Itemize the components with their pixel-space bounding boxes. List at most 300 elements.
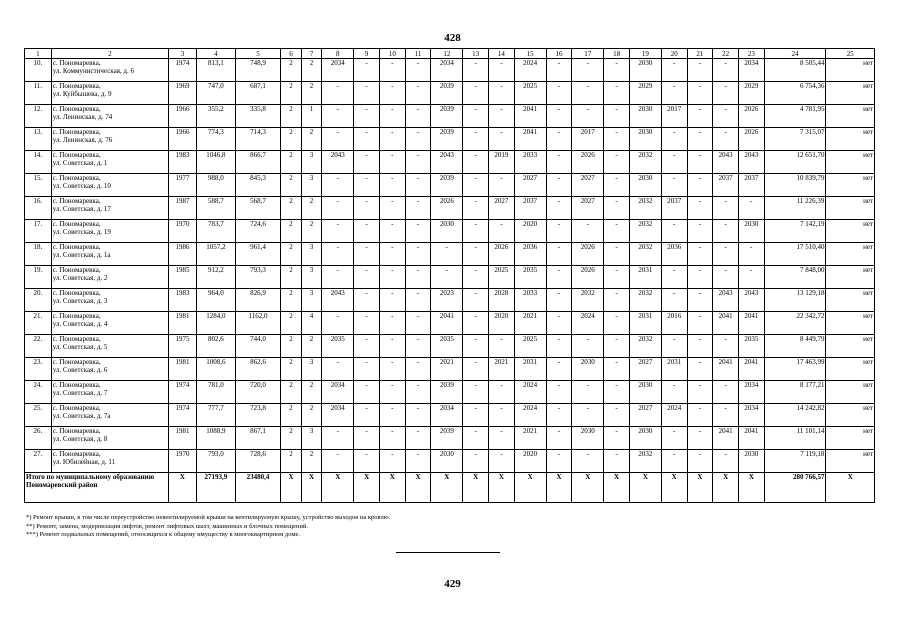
address-cell: с. Пономаревка, ул. Юбилейная, д. 11 [51,450,168,473]
table-cell: 2 [281,289,302,312]
table-cell: 25. [25,404,52,427]
table-cell: 22. [25,335,52,358]
table-cell: - [604,105,630,128]
table-cell: 2029 [738,82,764,105]
table-cell: - [687,105,713,128]
table-cell: 1983 [169,289,197,312]
table-cell: 2043 [431,151,463,174]
table-cell: 2036 [514,243,546,266]
column-number: 18 [604,49,630,59]
table-cell: 2 [301,128,322,151]
table-cell: - [661,59,687,82]
table-cell: 1987 [169,197,197,220]
total-cell: X [713,473,739,503]
table-cell: нет [826,243,875,266]
table-cell: - [546,381,572,404]
table-cell: - [572,450,604,473]
table-cell: - [604,59,630,82]
table-cell: - [405,151,431,174]
column-number: 4 [196,49,235,59]
table-cell: - [463,243,489,266]
address-cell: с. Пономаревка, ул. Советская, д. 2 [51,266,168,289]
table-cell: 2027 [572,174,604,197]
table-cell: - [713,59,739,82]
table-cell: 17 463,99 [764,358,826,381]
table-cell: 2 [301,404,322,427]
table-cell: - [546,404,572,427]
table-cell: - [463,289,489,312]
table-cell: 1 [301,105,322,128]
table-cell: 13. [25,128,52,151]
table-cell: 2030 [738,220,764,243]
table-cell: - [405,404,431,427]
table-cell: 10 839,79 [764,174,826,197]
table-cell: 2026 [489,243,515,266]
table-cell: 2032 [629,450,661,473]
table-cell: - [687,335,713,358]
table-cell: - [405,289,431,312]
table-cell: - [604,151,630,174]
table-cell: - [604,266,630,289]
column-number: 1 [25,49,52,59]
table-cell: - [379,312,405,335]
table-cell: 2037 [514,197,546,220]
table-cell: - [379,105,405,128]
table-cell: - [463,450,489,473]
table-cell: - [713,335,739,358]
table-cell: 2024 [572,312,604,335]
table-cell: нет [826,427,875,450]
table-cell: 2024 [514,381,546,404]
table-cell: 3 [301,266,322,289]
table-cell: 7 315,07 [764,128,826,151]
table-cell: 2029 [629,82,661,105]
table-cell: - [604,128,630,151]
table-cell: - [713,381,739,404]
table-cell: 7 119,18 [764,450,826,473]
table-cell: 3 [301,174,322,197]
table-cell: - [713,82,739,105]
table-cell: - [322,174,354,197]
address-cell: с. Пономаревка, ул. Советская, д. 10 [51,174,168,197]
table-cell: - [489,174,515,197]
table-cell: 781,0 [196,381,235,404]
table-cell: 2017 [661,105,687,128]
table-cell: - [489,335,515,358]
table-cell: 720,0 [235,381,280,404]
table-cell: 2043 [713,151,739,174]
table-cell: - [354,335,380,358]
table-cell: 355,2 [196,105,235,128]
table-cell: 2037 [738,174,764,197]
table-cell: 18. [25,243,52,266]
table-cell: нет [826,404,875,427]
table-cell: - [546,82,572,105]
table-cell: 2 [301,197,322,220]
table-cell: 912,2 [196,266,235,289]
address-cell: с. Пономаревка, ул. Советская, д. 4 [51,312,168,335]
table-cell: 845,3 [235,174,280,197]
column-number: 13 [463,49,489,59]
table-row [25,174,875,197]
table-cell: 2 [281,404,302,427]
table-cell: 2041 [713,427,739,450]
column-number: 10 [379,49,405,59]
table-cell: - [713,105,739,128]
table-cell: - [604,427,630,450]
table-cell: 2034 [431,404,463,427]
table-cell: - [604,381,630,404]
table-cell: - [661,151,687,174]
table-cell: - [379,174,405,197]
column-number: 16 [546,49,572,59]
table-cell: 12 651,70 [764,151,826,174]
table-cell: - [661,220,687,243]
table-cell: 2 [281,59,302,82]
table-cell: - [463,220,489,243]
table-cell: 2035 [431,335,463,358]
table-cell: - [661,450,687,473]
table-cell: - [661,289,687,312]
address-cell: с. Пономаревка, ул. Советская, д. 3 [51,289,168,312]
table-cell: 2030 [431,220,463,243]
table-cell: - [687,266,713,289]
table-cell: 19. [25,266,52,289]
total-cell: X [301,473,322,503]
table-cell: 862,6 [235,358,280,381]
table-cell: 2027 [629,358,661,381]
total-cell: X [604,473,630,503]
table-cell: - [604,289,630,312]
total-cell: X [629,473,661,503]
table-cell: 1088,9 [196,427,235,450]
table-cell: - [379,335,405,358]
table-cell: 1974 [169,404,197,427]
table-cell: 1975 [169,335,197,358]
table-cell: нет [826,289,875,312]
table-cell: - [572,105,604,128]
table-cell: 2035 [514,266,546,289]
column-number: 21 [687,49,713,59]
total-cell: X [687,473,713,503]
table-cell: - [379,358,405,381]
table-row [25,381,875,404]
table-cell: 24. [25,381,52,404]
table-cell: 2034 [738,381,764,404]
table-cell: - [431,243,463,266]
table-cell: 3 [301,243,322,266]
column-number: 14 [489,49,515,59]
table-cell: - [405,243,431,266]
table-row [25,404,875,427]
table-cell: 3 [301,358,322,381]
table-cell: - [463,128,489,151]
table-cell: - [546,243,572,266]
table-cell: - [489,220,515,243]
table-cell: 2026 [572,266,604,289]
table-cell: 1008,6 [196,358,235,381]
table-cell: - [489,450,515,473]
table-cell: 22 342,72 [764,312,826,335]
column-number: 11 [405,49,431,59]
table-cell: 2 [301,450,322,473]
table-cell: 2031 [514,358,546,381]
table-cell: 747,0 [196,82,235,105]
table-cell: - [546,59,572,82]
table-cell: 2030 [629,128,661,151]
table-cell: - [546,197,572,220]
table-cell: - [489,82,515,105]
total-cell: X [405,473,431,503]
table-cell: - [354,266,380,289]
table-cell: - [463,266,489,289]
table-cell: - [572,220,604,243]
column-number: 5 [235,49,280,59]
table-cell: 2 [281,174,302,197]
footnote-elevator: **) Ремонт, замена, модернизация лифтов, ремонт лифтовых шахт, машинных и блочных помещений. [26,522,309,530]
table-cell: 21. [25,312,52,335]
table-cell: - [354,404,380,427]
table-cell: - [713,404,739,427]
address-cell: с. Пономаревка, ул. Советская, д. 7 [51,381,168,404]
table-cell: 8 505,44 [764,59,826,82]
table-cell: - [379,427,405,450]
table-cell: 2 [301,59,322,82]
table-cell: - [661,174,687,197]
table-cell: - [354,59,380,82]
table-cell: 1981 [169,427,197,450]
table-row [25,312,875,335]
table-cell: - [546,358,572,381]
table-cell: - [661,335,687,358]
table-cell: 2 [281,82,302,105]
table-cell: 13 129,18 [764,289,826,312]
table-cell: 2043 [322,289,354,312]
table-cell: 2026 [431,197,463,220]
table-cell: 7 142,19 [764,220,826,243]
table-cell: 724,6 [235,220,280,243]
table-cell: 2017 [572,128,604,151]
column-number: 17 [572,49,604,59]
table-cell: 2030 [629,105,661,128]
table-cell: - [463,82,489,105]
total-label: Итого по муниципальному образованию Пономаревский район [25,473,169,503]
table-cell: - [604,335,630,358]
table-cell: 728,6 [235,450,280,473]
total-cell: X [738,473,764,503]
table-cell: - [405,59,431,82]
table-cell: 1057,2 [196,243,235,266]
table-cell: 2 [281,427,302,450]
table-cell: - [604,404,630,427]
table-cell: нет [826,82,875,105]
table-cell: - [379,450,405,473]
table-cell: 2041 [431,312,463,335]
table-cell: 2027 [572,197,604,220]
total-cell: 280 766,57 [764,473,826,503]
table-cell: 2 [301,335,322,358]
total-cell: X [463,473,489,503]
separator-line [396,552,500,553]
table-cell: - [687,427,713,450]
table-cell: - [463,151,489,174]
total-row [25,473,875,503]
table-cell: 1970 [169,220,197,243]
table-cell: 2027 [514,174,546,197]
table-cell: - [405,82,431,105]
table-cell: - [354,105,380,128]
table-cell: - [379,220,405,243]
table-cell: 2037 [713,174,739,197]
table-cell: - [713,450,739,473]
table-cell: - [489,404,515,427]
table-cell: нет [826,128,875,151]
table-cell: - [604,197,630,220]
table-cell: 17. [25,220,52,243]
table-cell: 2030 [629,427,661,450]
table-cell: 1969 [169,82,197,105]
table-cell: - [546,335,572,358]
table-cell: - [738,243,764,266]
address-cell: с. Пономаревка, ул. Советская, д. 5 [51,335,168,358]
table-cell: - [322,266,354,289]
table-cell: - [354,197,380,220]
table-row [25,105,875,128]
table-cell: 2030 [629,381,661,404]
total-cell: X [281,473,302,503]
table-cell: - [546,128,572,151]
table-cell: нет [826,151,875,174]
table-cell: 3 [301,151,322,174]
table-cell: - [322,128,354,151]
address-cell: с. Пономаревка, ул. Советская, д. 17 [51,197,168,220]
table-cell: 3 [301,289,322,312]
table-cell: - [489,427,515,450]
table-cell: - [405,220,431,243]
table-cell: 16. [25,197,52,220]
table-cell: 335,8 [235,105,280,128]
table-cell: 1981 [169,312,197,335]
table-cell: - [379,197,405,220]
table-cell: 964,0 [196,289,235,312]
table-cell: 2 [281,197,302,220]
table-cell: - [572,381,604,404]
address-cell: с. Пономаревка, ул. Ленинская, д. 76 [51,128,168,151]
table-cell: 2024 [514,404,546,427]
table-cell: - [379,381,405,404]
table-cell: 2032 [629,289,661,312]
table-cell: - [354,174,380,197]
table-cell: - [738,266,764,289]
table-cell: - [713,243,739,266]
address-cell: с. Пономаревка, ул. Советская, д. 6 [51,358,168,381]
table-cell: - [546,220,572,243]
table-cell: - [463,105,489,128]
table-cell: - [463,59,489,82]
table-cell: 568,7 [235,197,280,220]
table-cell: - [463,197,489,220]
table-cell: 2020 [514,220,546,243]
table-cell: - [604,82,630,105]
table-cell: 2041 [738,312,764,335]
table-cell: 961,4 [235,243,280,266]
table-cell: - [379,82,405,105]
table-cell: - [572,404,604,427]
table-cell: 2039 [431,174,463,197]
table-cell: - [546,151,572,174]
total-cell: X [546,473,572,503]
capital-repair-table [24,48,875,503]
table-cell: 2021 [489,358,515,381]
table-cell: 2 [301,381,322,404]
column-number: 15 [514,49,546,59]
table-cell: - [405,381,431,404]
table-cell: - [354,450,380,473]
table-cell: нет [826,381,875,404]
table-cell: - [379,289,405,312]
table-cell: - [687,358,713,381]
table-cell: 1046,8 [196,151,235,174]
table-cell: 2019 [489,151,515,174]
table-cell: - [463,358,489,381]
table-cell: 14 242,82 [764,404,826,427]
table-cell: 2036 [661,243,687,266]
table-cell: 783,7 [196,220,235,243]
table-cell: 2026 [738,128,764,151]
table-cell: 2024 [514,59,546,82]
table-cell: - [354,427,380,450]
table-cell: 2037 [661,197,687,220]
table-cell: 2031 [629,266,661,289]
table-cell: 2032 [629,220,661,243]
table-cell: - [354,381,380,404]
column-number: 20 [661,49,687,59]
table-row [25,450,875,473]
table-cell: нет [826,358,875,381]
column-number: 9 [354,49,380,59]
table-cell: - [661,266,687,289]
table-cell: - [687,59,713,82]
table-cell: нет [826,197,875,220]
column-number: 2 [51,49,168,59]
table-cell: 714,3 [235,128,280,151]
column-number-row [25,49,875,59]
table-cell: 826,9 [235,289,280,312]
address-cell: с. Пономаревка, ул. Советская, д. 1 [51,151,168,174]
column-number: 6 [281,49,302,59]
table-cell: 687,1 [235,82,280,105]
table-cell: 2 [301,82,322,105]
table-cell: - [713,197,739,220]
table-cell: 2032 [629,151,661,174]
table-cell: 2039 [431,381,463,404]
table-cell: 744,0 [235,335,280,358]
table-cell: нет [826,59,875,82]
table-cell: 2025 [489,266,515,289]
table-cell: - [463,404,489,427]
table-cell: 2030 [629,59,661,82]
table-cell: - [322,220,354,243]
page-number-top: 428 [444,32,461,44]
total-cell: X [431,473,463,503]
table-cell: 2031 [629,312,661,335]
table-cell: - [379,59,405,82]
table-cell: - [687,197,713,220]
table-cell: 777,7 [196,404,235,427]
table-cell: 1284,0 [196,312,235,335]
table-cell: 12. [25,105,52,128]
table-cell: 2021 [514,312,546,335]
